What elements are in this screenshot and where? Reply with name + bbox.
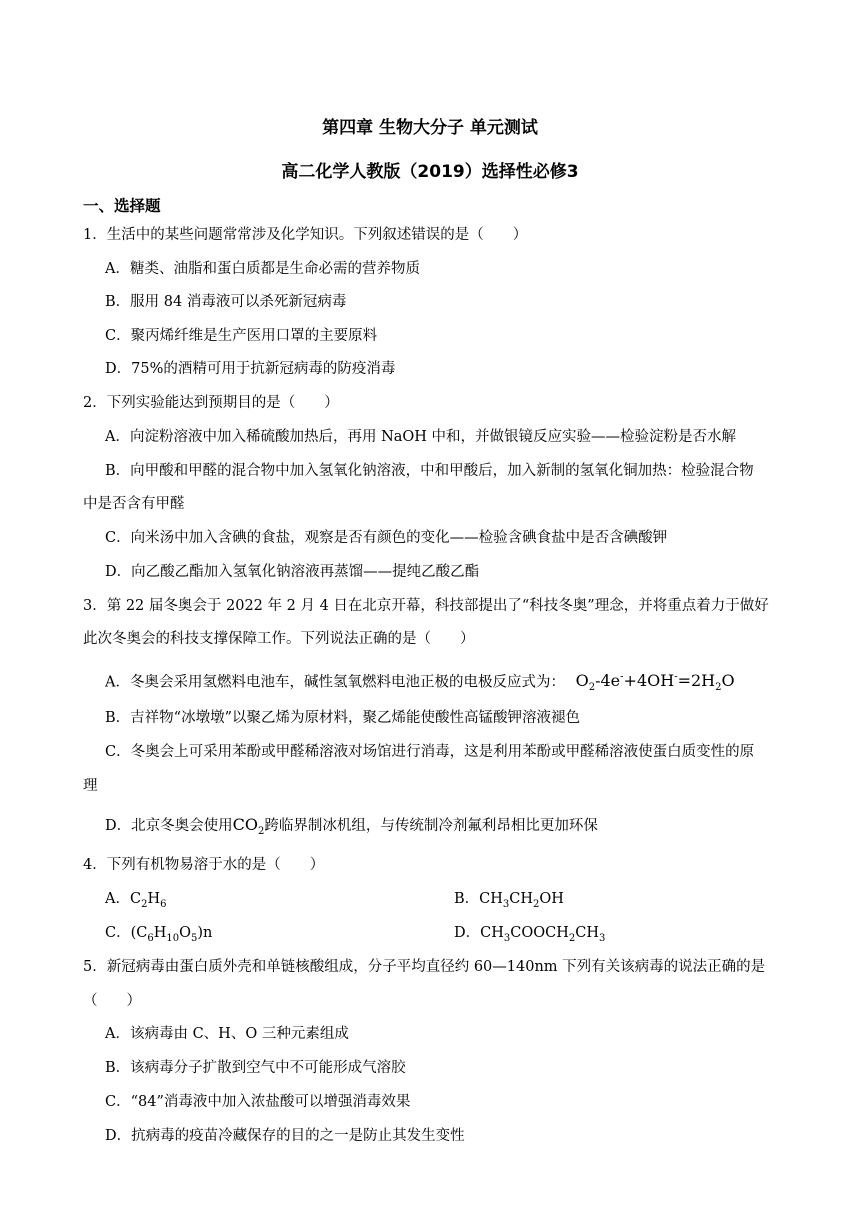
- eq-part: O: [575, 671, 589, 691]
- eq-sub: 2: [715, 682, 722, 694]
- question-3-option-b: B．吉祥物“冰墩墩”以聚乙烯为原材料，聚乙烯能使酸性高锰酸钾溶液褪色: [105, 710, 580, 726]
- question-3-stem: 3．第 22 届冬奥会于 2022 年 2 月 4 日在北京开幕，科技部提出了“科技冬奥”理念，并将重点着力于做好: [83, 598, 769, 614]
- electrode-equation: [575, 671, 735, 694]
- formula-part: CH: [575, 925, 599, 941]
- formula-sub: 3: [598, 932, 606, 944]
- question-5-option-a: A．该病毒由 C、H、O 三种元素组成: [105, 1026, 349, 1042]
- eq-sup: -: [674, 672, 678, 683]
- question-2-stem: 2．下列实验能达到预期目的是（ ）: [83, 395, 339, 411]
- formula-part: COOCH: [510, 925, 569, 941]
- formula-part: OH: [539, 891, 564, 907]
- formula-sub: 5: [191, 932, 198, 944]
- formula-sub: 2: [141, 898, 148, 910]
- formula-part: H: [153, 925, 167, 941]
- page-title: 第四章 生物大分子 单元测试: [322, 118, 538, 138]
- question-4-option-b: [454, 889, 564, 915]
- formula-sub: 2: [257, 826, 265, 838]
- question-2-option-b: B．向甲酸和甲醛的混合物中加入氢氧化钠溶液，中和甲酸后，加入新制的氢氧化铜加热：检验混合物: [105, 463, 754, 479]
- question-5-option-b: B．该病毒分子扩散到空气中不可能形成气溶胶: [105, 1060, 406, 1076]
- formula-sub: 10: [166, 932, 180, 944]
- formula-part: A．C: [105, 891, 142, 907]
- co2-formula: [232, 815, 265, 838]
- formula-part: H: [147, 891, 161, 907]
- formula-part: CO: [232, 815, 258, 834]
- eq-part: O: [721, 671, 735, 691]
- question-3-option-c-continued: 理: [83, 778, 98, 794]
- formula-sub: 2: [533, 898, 540, 910]
- formula-part: O: [179, 925, 192, 941]
- eq-part: =2H: [677, 671, 716, 691]
- formula-sub: 3: [503, 932, 511, 944]
- formula-part: CH: [509, 891, 534, 907]
- formula-part: )n: [197, 925, 213, 941]
- eq-sub: 2: [588, 682, 596, 694]
- question-5-stem-continued: （ ）: [83, 993, 141, 1009]
- eq-part: -4e: [595, 671, 621, 691]
- question-1-option-d: D．75%的酒精可用于抗新冠病毒的防疫消毒: [105, 361, 396, 377]
- question-4-option-d: [454, 923, 605, 949]
- eq-part: +4OH: [623, 671, 675, 691]
- formula-sub: 6: [160, 898, 167, 910]
- question-4-option-c: [105, 923, 212, 949]
- question-3-option-a: [105, 668, 735, 699]
- formula-sub: 2: [568, 932, 576, 944]
- question-2-option-a: A．向淀粉溶液中加入稀硫酸加热后，再用 NaOH 中和，并做银镜反应实验——检验淀粉是否水解: [105, 429, 737, 445]
- question-4-option-a: [105, 889, 166, 915]
- formula-part: D．CH: [454, 925, 504, 941]
- question-1-option-c: C．聚丙烯纤维是生产医用口罩的主要原料: [105, 328, 378, 344]
- question-1-option-a: A．糖类、油脂和蛋白质都是生命必需的营养物质: [105, 261, 420, 277]
- question-3-option-c: C．冬奥会上可采用苯酚或甲醛稀溶液对场馆进行消毒，这是利用苯酚或甲醛稀溶液使蛋白质变性的原: [105, 744, 755, 760]
- option-d-prefix: D．北京冬奥会使用: [105, 818, 233, 834]
- question-3-option-d: [105, 815, 598, 842]
- formula-part: B．CH: [454, 891, 503, 907]
- question-5-stem: 5．新冠病毒由蛋白质外壳和单链核酸组成，分子平均直径约 60—140nm 下列有关该病毒的说法正确的是: [83, 959, 766, 975]
- question-3-stem-continued: 此次冬奥会的科技支撑保障工作。下列说法正确的是（ ）: [83, 631, 475, 647]
- question-1-stem: 1．生活中的某些问题常常涉及化学知识。下列叙述错误的是（ ）: [83, 227, 528, 243]
- page-subtitle: 高二化学人教版（2019）选择性必修3: [281, 162, 579, 182]
- question-5-option-c: C．“84”消毒液中加入浓盐酸可以增强消毒效果: [105, 1094, 411, 1110]
- question-2-option-c: C．向米汤中加入含碘的食盐，观察是否有颜色的变化——检验含碘食盐中是否含碘酸钾: [105, 530, 668, 546]
- formula-part: C．(C: [105, 925, 148, 941]
- question-1-option-b: B．服用 84 消毒液可以杀死新冠病毒: [105, 294, 347, 310]
- section-heading: 一、选择题: [83, 197, 161, 215]
- question-2-option-b-continued: 中是否含有甲醛: [83, 496, 185, 512]
- question-5-option-d: D．抗病毒的疫苗冷藏保存的目的之一是防止其发生变性: [105, 1128, 465, 1144]
- question-3-option-a-text: A．冬奥会采用氢燃料电池车，碱性氢氧燃料电池正极的电极反应式为：: [105, 674, 565, 691]
- question-4-stem: 4．下列有机物易溶于水的是（ ）: [83, 857, 325, 873]
- option-d-suffix: 跨临界制冰机组，与传统制冷剂氟利昂相比更加环保: [264, 818, 598, 834]
- formula-sub: 6: [147, 932, 154, 944]
- formula-sub: 3: [502, 898, 510, 910]
- eq-sup: -: [620, 672, 624, 683]
- question-2-option-d: D．向乙酸乙酯加入氢氧化钠溶液再蒸馏——提纯乙酸乙酯: [105, 564, 480, 580]
